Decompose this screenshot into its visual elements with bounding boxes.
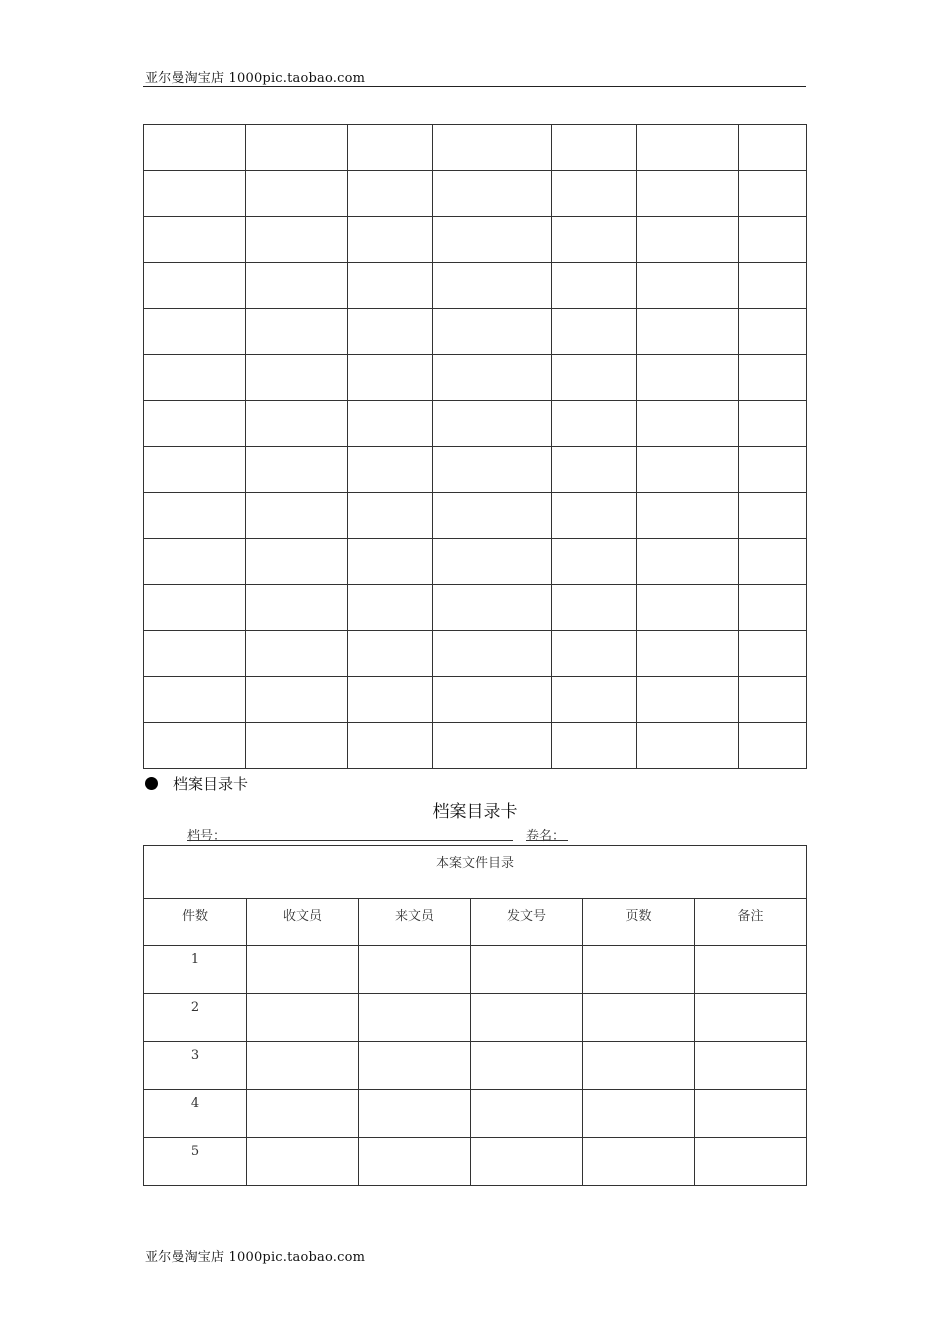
- grid-cell[interactable]: [433, 723, 552, 769]
- grid-row: [144, 171, 807, 217]
- grid-cell[interactable]: [739, 493, 807, 539]
- grid-cell[interactable]: [246, 677, 348, 723]
- grid-cell[interactable]: [144, 401, 246, 447]
- grid-cell[interactable]: [552, 723, 637, 769]
- grid-cell[interactable]: [433, 125, 552, 171]
- table-cell[interactable]: [247, 946, 359, 994]
- header-doc-no: 发文号: [471, 899, 583, 946]
- row-number: 4: [144, 1090, 247, 1138]
- grid-cell[interactable]: [739, 677, 807, 723]
- grid-cell[interactable]: [348, 309, 433, 355]
- grid-row: [144, 447, 807, 493]
- table-row: [144, 1042, 807, 1090]
- table-row: [144, 994, 807, 1042]
- grid-cell[interactable]: [144, 677, 246, 723]
- header-remarks: 备注: [695, 899, 807, 946]
- grid-cell[interactable]: [246, 585, 348, 631]
- grid-row: [144, 677, 807, 723]
- grid-cell[interactable]: [433, 263, 552, 309]
- grid-cell[interactable]: [739, 263, 807, 309]
- grid-row: [144, 263, 807, 309]
- table-cell[interactable]: [583, 946, 695, 994]
- grid-cell[interactable]: [739, 723, 807, 769]
- grid-cell[interactable]: [348, 401, 433, 447]
- grid-cell[interactable]: [637, 125, 739, 171]
- grid-cell[interactable]: [144, 493, 246, 539]
- table-cell[interactable]: [583, 994, 695, 1042]
- grid-cell[interactable]: [433, 171, 552, 217]
- card-title: 档案目录卡: [432, 802, 518, 822]
- archive-no-line[interactable]: [187, 840, 513, 841]
- table-cell[interactable]: [583, 1090, 695, 1138]
- bullet-icon: [145, 777, 158, 790]
- grid-cell[interactable]: [739, 631, 807, 677]
- grid-row: [144, 401, 807, 447]
- table-cell[interactable]: [359, 946, 471, 994]
- grid-cell[interactable]: [739, 171, 807, 217]
- card-caption: 本案文件目录: [144, 846, 807, 899]
- grid-cell[interactable]: [348, 263, 433, 309]
- grid-cell[interactable]: [552, 493, 637, 539]
- grid-cell[interactable]: [246, 171, 348, 217]
- grid-cell[interactable]: [433, 539, 552, 585]
- grid-cell[interactable]: [552, 171, 637, 217]
- grid-cell[interactable]: [144, 585, 246, 631]
- grid-cell[interactable]: [552, 677, 637, 723]
- grid-cell[interactable]: [552, 631, 637, 677]
- row-number: 3: [144, 1042, 247, 1090]
- header-pages: 页数: [583, 899, 695, 946]
- grid-cell[interactable]: [552, 355, 637, 401]
- grid-cell[interactable]: [433, 355, 552, 401]
- table-cell[interactable]: [247, 1090, 359, 1138]
- grid-cell[interactable]: [739, 447, 807, 493]
- grid-cell[interactable]: [637, 309, 739, 355]
- table-cell[interactable]: [471, 1090, 583, 1138]
- table-cell[interactable]: [695, 994, 807, 1042]
- blank-grid-body: [144, 125, 807, 769]
- grid-cell[interactable]: [246, 539, 348, 585]
- grid-cell[interactable]: [433, 585, 552, 631]
- grid-cell[interactable]: [246, 263, 348, 309]
- grid-cell[interactable]: [433, 309, 552, 355]
- grid-cell[interactable]: [637, 677, 739, 723]
- table-cell[interactable]: [247, 994, 359, 1042]
- grid-cell[interactable]: [348, 125, 433, 171]
- grid-cell[interactable]: [739, 217, 807, 263]
- grid-cell[interactable]: [348, 677, 433, 723]
- blank-grid-table: [143, 124, 807, 769]
- section-heading: [145, 773, 248, 794]
- grid-cell[interactable]: [433, 631, 552, 677]
- grid-cell[interactable]: [433, 447, 552, 493]
- grid-row: [144, 585, 807, 631]
- grid-cell[interactable]: [739, 309, 807, 355]
- grid-cell[interactable]: [552, 401, 637, 447]
- table-row: [144, 1090, 807, 1138]
- table-cell[interactable]: [583, 1138, 695, 1186]
- archive-no-label: 档号：: [187, 829, 227, 844]
- grid-cell[interactable]: [348, 493, 433, 539]
- grid-cell[interactable]: [637, 631, 739, 677]
- grid-cell[interactable]: [348, 171, 433, 217]
- table-cell[interactable]: [359, 1138, 471, 1186]
- grid-cell[interactable]: [246, 355, 348, 401]
- grid-cell[interactable]: [144, 631, 246, 677]
- volume-name-label: 卷名：: [526, 829, 566, 844]
- grid-cell[interactable]: [637, 447, 739, 493]
- grid-cell[interactable]: [637, 263, 739, 309]
- grid-cell[interactable]: [144, 447, 246, 493]
- grid-row: [144, 125, 807, 171]
- grid-cell[interactable]: [348, 539, 433, 585]
- grid-cell[interactable]: [637, 217, 739, 263]
- table-cell[interactable]: [471, 1042, 583, 1090]
- grid-cell[interactable]: [348, 631, 433, 677]
- directory-card-table: [143, 845, 807, 1186]
- grid-cell[interactable]: [348, 585, 433, 631]
- grid-cell[interactable]: [637, 539, 739, 585]
- grid-cell[interactable]: [433, 493, 552, 539]
- grid-cell[interactable]: [144, 263, 246, 309]
- table-cell[interactable]: [695, 1138, 807, 1186]
- grid-cell[interactable]: [552, 217, 637, 263]
- volume-name-line[interactable]: [526, 840, 568, 841]
- table-cell[interactable]: [247, 1138, 359, 1186]
- grid-cell[interactable]: [739, 539, 807, 585]
- grid-cell[interactable]: [348, 217, 433, 263]
- grid-cell[interactable]: [144, 309, 246, 355]
- grid-cell[interactable]: [552, 263, 637, 309]
- grid-cell[interactable]: [552, 125, 637, 171]
- grid-cell[interactable]: [552, 585, 637, 631]
- table-cell[interactable]: [695, 946, 807, 994]
- grid-cell[interactable]: [637, 723, 739, 769]
- grid-cell[interactable]: [433, 677, 552, 723]
- grid-cell[interactable]: [246, 493, 348, 539]
- grid-cell[interactable]: [348, 447, 433, 493]
- table-cell[interactable]: [583, 1042, 695, 1090]
- grid-cell[interactable]: [552, 309, 637, 355]
- grid-cell[interactable]: [552, 539, 637, 585]
- header-receiver: 收文员: [247, 899, 359, 946]
- table-cell[interactable]: [359, 994, 471, 1042]
- grid-cell[interactable]: [739, 585, 807, 631]
- grid-cell[interactable]: [637, 493, 739, 539]
- grid-cell[interactable]: [246, 125, 348, 171]
- grid-cell[interactable]: [144, 539, 246, 585]
- table-row: [144, 946, 807, 994]
- grid-cell[interactable]: [637, 171, 739, 217]
- grid-cell[interactable]: [433, 217, 552, 263]
- table-cell[interactable]: [247, 1042, 359, 1090]
- grid-cell[interactable]: [246, 631, 348, 677]
- grid-row: [144, 217, 807, 263]
- table-cell[interactable]: [695, 1090, 807, 1138]
- grid-cell[interactable]: [144, 217, 246, 263]
- header-rule: [143, 86, 806, 87]
- page-header-text: 亚尔曼淘宝店 1000pic.taobao.com: [145, 71, 366, 86]
- grid-cell[interactable]: [246, 217, 348, 263]
- table-cell[interactable]: [359, 1042, 471, 1090]
- grid-cell[interactable]: [739, 125, 807, 171]
- grid-row: [144, 723, 807, 769]
- row-number: 2: [144, 994, 247, 1042]
- table-cell[interactable]: [471, 994, 583, 1042]
- grid-row: [144, 631, 807, 677]
- grid-cell[interactable]: [246, 723, 348, 769]
- table-cell[interactable]: [359, 1090, 471, 1138]
- grid-cell[interactable]: [348, 355, 433, 401]
- grid-cell[interactable]: [246, 309, 348, 355]
- row-number: 5: [144, 1138, 247, 1186]
- grid-cell[interactable]: [552, 447, 637, 493]
- page-footer-text: 亚尔曼淘宝店 1000pic.taobao.com: [145, 1250, 366, 1265]
- grid-cell[interactable]: [144, 723, 246, 769]
- grid-cell[interactable]: [144, 355, 246, 401]
- section-heading-text: 档案目录卡: [173, 775, 249, 793]
- grid-cell[interactable]: [739, 401, 807, 447]
- grid-cell[interactable]: [246, 447, 348, 493]
- header-incoming: 来文员: [359, 899, 471, 946]
- grid-cell[interactable]: [246, 401, 348, 447]
- grid-cell[interactable]: [637, 355, 739, 401]
- table-cell[interactable]: [471, 1138, 583, 1186]
- grid-cell[interactable]: [637, 585, 739, 631]
- grid-cell[interactable]: [433, 401, 552, 447]
- grid-row: [144, 493, 807, 539]
- table-row: [144, 1138, 807, 1186]
- row-number: 1: [144, 946, 247, 994]
- grid-cell[interactable]: [348, 723, 433, 769]
- table-cell[interactable]: [471, 946, 583, 994]
- grid-row: [144, 539, 807, 585]
- grid-row: [144, 355, 807, 401]
- table-cell[interactable]: [695, 1042, 807, 1090]
- grid-cell[interactable]: [739, 355, 807, 401]
- grid-cell[interactable]: [144, 171, 246, 217]
- grid-cell[interactable]: [637, 401, 739, 447]
- header-count: 件数: [144, 899, 247, 946]
- grid-row: [144, 309, 807, 355]
- grid-cell[interactable]: [144, 125, 246, 171]
